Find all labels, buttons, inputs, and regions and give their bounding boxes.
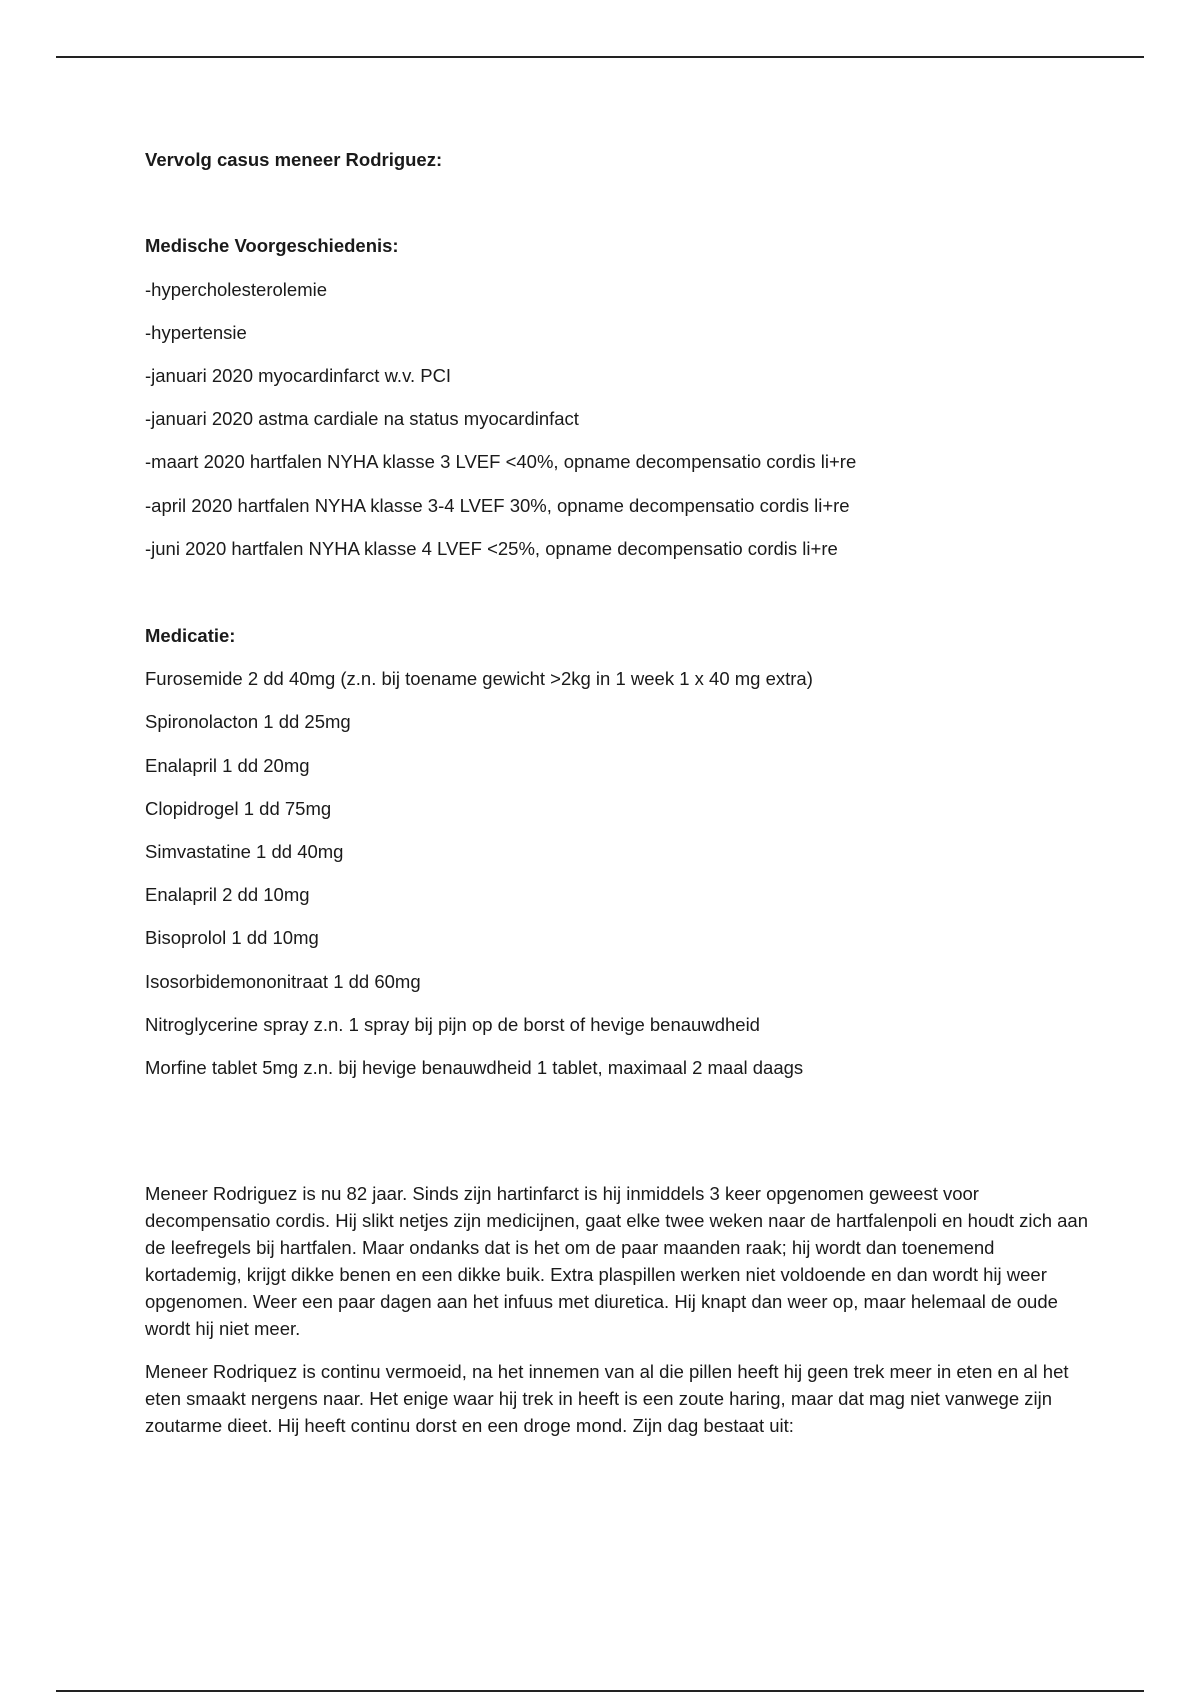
medication-item: Clopidrogel 1 dd 75mg (145, 798, 332, 819)
footer-rule (56, 1690, 1144, 1692)
history-item: -januari 2020 myocardinfarct w.v. PCI (145, 365, 452, 386)
history-item: -maart 2020 hartfalen NYHA klasse 3 LVEF <40%, opname decompensatio cordis li+re (145, 451, 857, 472)
history-item: -april 2020 hartfalen NYHA klasse 3-4 LVEF 30%, opname decompensatio cordis li+re (145, 495, 850, 516)
medication-item: Furosemide 2 dd 40mg (z.n. bij toename gewicht >2kg in 1 week 1 x 40 mg extra) (145, 668, 813, 689)
medication-item: Nitroglycerine spray z.n. 1 spray bij pijn op de borst of hevige benauwdheid (145, 1014, 760, 1035)
document-title: Vervolg casus meneer Rodriguez: (145, 149, 443, 170)
medication-item: Enalapril 2 dd 10mg (145, 884, 310, 905)
case-paragraph: Meneer Rodriquez is continu vermoeid, na het innemen van al die pillen heeft hij geen trek meer in eten en al het eten smaakt nergens naar. Het enige waar hij trek in heeft is een zoute haring, maar dat mag niet vanwege zijn zoutarme dieet. Hij heeft continu dorst en een droge mond. Zijn dag bestaat uit: (145, 1361, 1069, 1436)
medication-heading: Medicatie: (145, 625, 236, 646)
history-item: -januari 2020 astma cardiale na status myocardinfact (145, 408, 579, 429)
history-heading: Medische Voorgeschiedenis: (145, 235, 399, 256)
history-item: -hypercholesterolemie (145, 279, 328, 300)
medication-item: Isosorbidemononitraat 1 dd 60mg (145, 971, 421, 992)
case-paragraph: Meneer Rodriguez is nu 82 jaar. Sinds zijn hartinfarct is hij inmiddels 3 keer opgenomen geweest voor decompensatio cordis. Hij slikt netjes zijn medicijnen, gaat elke twee weken naar de hartfalenpoli en houdt zich aan de leefregels bij hartfalen. Maar ondanks dat is het om de paar maanden raak; hij wordt dan toenemend kortademig, krijgt dikke benen en een dikke buik. Extra plaspillen werken niet voldoende en dan wordt hij weer opgenomen. Weer een paar dagen aan het infuus met diuretica. Hij knapt dan weer op, maar helemaal de oude wordt hij niet meer. (145, 1183, 1089, 1339)
header-rule (56, 56, 1144, 58)
history-item: -juni 2020 hartfalen NYHA klasse 4 LVEF <25%, opname decompensatio cordis li+re (145, 538, 838, 559)
history-item: -hypertensie (145, 322, 247, 343)
medication-item: Spironolacton 1 dd 25mg (145, 711, 351, 732)
medication-item: Bisoprolol 1 dd 10mg (145, 927, 319, 948)
medication-item: Morfine tablet 5mg z.n. bij hevige benauwdheid 1 tablet, maximaal 2 maal daags (145, 1057, 804, 1078)
medication-item: Enalapril 1 dd 20mg (145, 755, 310, 776)
medication-item: Simvastatine 1 dd 40mg (145, 841, 344, 862)
